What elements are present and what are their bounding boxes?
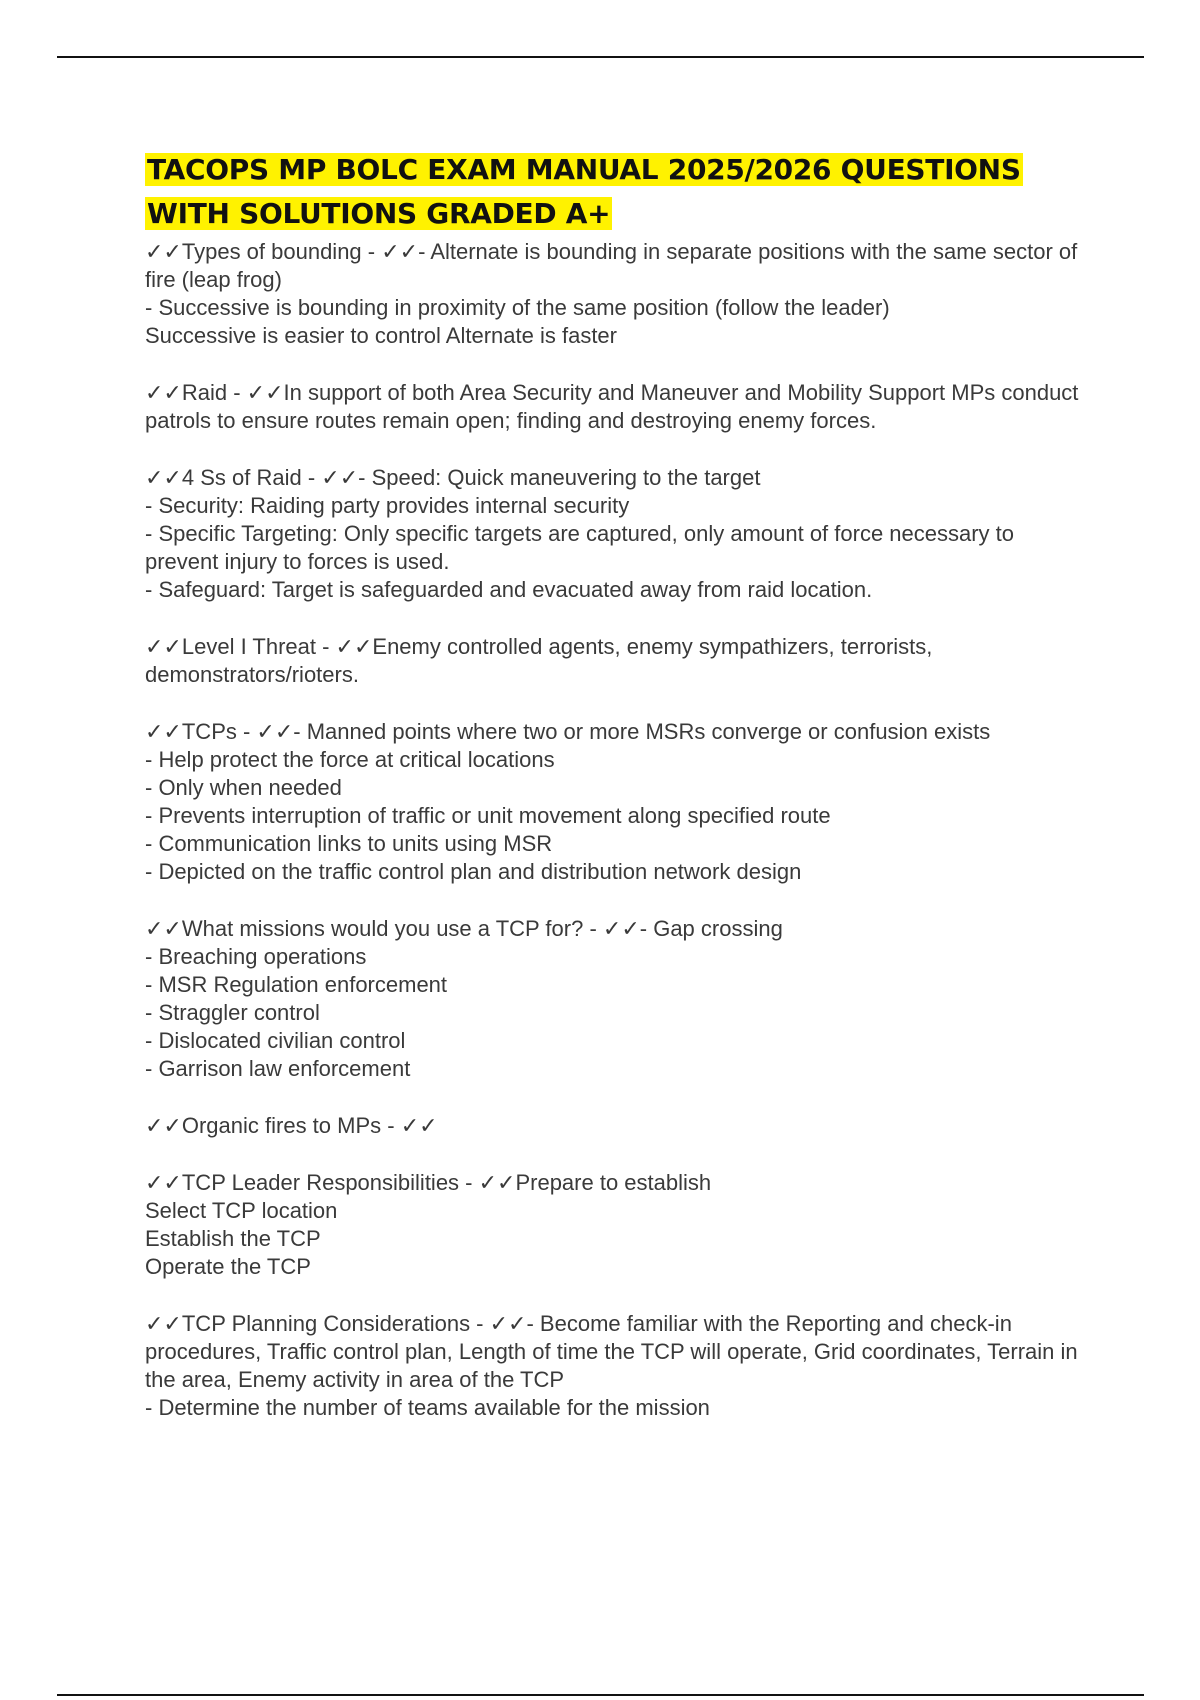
document-body [145,148,1085,1451]
qa-entry-tcp-planning-considerations [145,1310,1085,1422]
qa-line: ✓✓Level I Threat - ✓✓Enemy controlled agents, enemy sympathizers, terrorists, demonstrators/rioters. [145,634,933,687]
qa-line: - Dislocated civilian control [145,1028,406,1053]
qa-line: - MSR Regulation enforcement [145,972,448,997]
qa-line: - Help protect the force at critical locations [145,747,555,772]
qa-entry-level-i-threat [145,633,1085,689]
qa-line: ✓✓TCP Leader Responsibilities - ✓✓Prepare to establish [145,1170,712,1195]
qa-line: Operate the TCP [145,1254,311,1279]
qa-line: - Straggler control [145,1000,320,1025]
qa-line: - Successive is bounding in proximity of the same position (follow the leader) [145,295,890,320]
qa-line: - Communication links to units using MSR [145,831,553,856]
qa-line: - Depicted on the traffic control plan and distribution network design [145,859,802,884]
qa-line: ✓✓4 Ss of Raid - ✓✓- Speed: Quick maneuvering to the target [145,465,761,490]
qa-line: - Breaching operations [145,944,367,969]
qa-line: ✓✓TCPs - ✓✓- Manned points where two or more MSRs converge or confusion exists [145,719,991,744]
qa-entry-organic-fires [145,1112,1085,1140]
qa-line: Select TCP location [145,1198,338,1223]
qa-entry-bounding [145,238,1085,350]
footer-rule [57,1694,1144,1696]
qa-line: ✓✓What missions would you use a TCP for? - ✓✓- Gap crossing [145,916,783,941]
qa-line: ✓✓Types of bounding - ✓✓- Alternate is bounding in separate positions with the same sector of fire (leap frog) [145,239,1078,292]
qa-entry-4ss-of-raid [145,464,1085,604]
header-rule [57,56,1144,58]
qa-line: ✓✓TCP Planning Considerations - ✓✓- Become familiar with the Reporting and check-in procedures, Traffic control plan, Length of time the TCP will operate, Grid coordinates, Terrain in the area, Enemy activity in area of the TCP [145,1311,1078,1392]
qa-line: - Prevents interruption of traffic or unit movement along specified route [145,803,831,828]
qa-entry-raid [145,379,1085,435]
qa-line: - Safeguard: Target is safeguarded and evacuated away from raid location. [145,577,873,602]
qa-entry-tcp-leader-responsibilities [145,1169,1085,1281]
qa-line: - Determine the number of teams available for the mission [145,1395,710,1420]
qa-line: ✓✓Organic fires to MPs - ✓✓ [145,1113,438,1138]
qa-entry-tcps [145,718,1085,886]
qa-entry-tcp-missions [145,915,1085,1083]
qa-line: - Specific Targeting: Only specific targets are captured, only amount of force necessary to prevent injury to forces is used. [145,521,1015,574]
qa-line: - Garrison law enforcement [145,1056,411,1081]
document-title [145,148,1085,236]
qa-line: - Security: Raiding party provides internal security [145,493,630,518]
title-highlight: TACOPS MP BOLC EXAM MANUAL 2025/2026 QUESTIONS WITH SOLUTIONS GRADED A+ [147,153,1021,230]
qa-line: ✓✓Raid - ✓✓In support of both Area Security and Maneuver and Mobility Support MPs conduct patrols to ensure routes remain open; finding and destroying enemy forces. [145,380,1079,433]
qa-line: Establish the TCP [145,1226,321,1251]
qa-line: Successive is easier to control Alternate is faster [145,323,617,348]
qa-line: - Only when needed [145,775,342,800]
